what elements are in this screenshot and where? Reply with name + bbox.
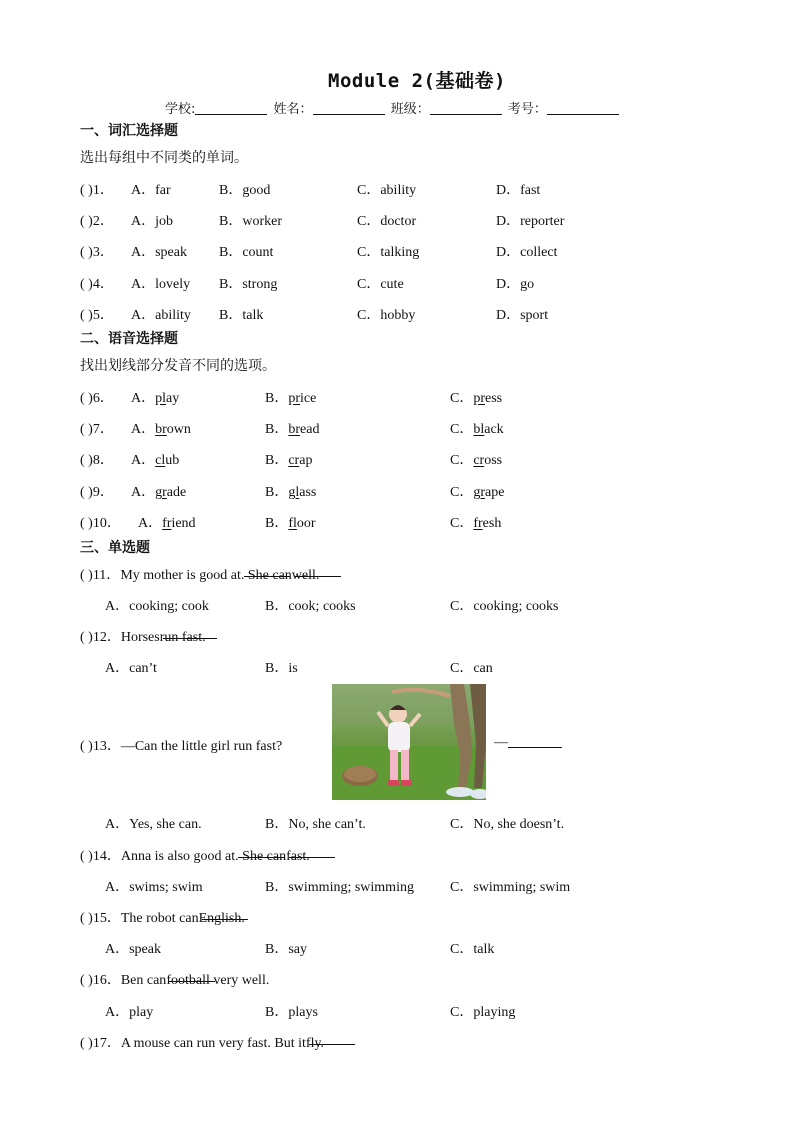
option-c[interactable]: C．No, she doesn’t. xyxy=(450,817,565,832)
student-info-line xyxy=(165,98,621,117)
girl-walking-photo xyxy=(332,684,486,800)
option-c[interactable]: C．talking xyxy=(357,245,420,260)
answer-blank[interactable] xyxy=(244,564,290,577)
stem-text: well. xyxy=(291,568,320,583)
option-c[interactable]: C．talk xyxy=(450,942,495,957)
question-number: ( )11． xyxy=(80,568,121,583)
question-13-options xyxy=(0,813,794,833)
word-rest: oss xyxy=(484,453,503,468)
question-12-options xyxy=(0,657,794,677)
question-number: ( )1． xyxy=(80,183,114,198)
word-rest: oor xyxy=(296,516,316,531)
question-15-stem xyxy=(80,907,245,927)
underlined-part: bl xyxy=(473,422,485,437)
option-b[interactable]: B．No, she can’t. xyxy=(265,817,366,832)
option-b[interactable]: B．is xyxy=(265,661,298,676)
answer-blank[interactable] xyxy=(309,1032,355,1045)
stem-text: —Can the little girl run fast? xyxy=(120,739,283,754)
stem-text: fast. xyxy=(286,849,310,864)
answer-blank[interactable] xyxy=(289,845,335,858)
question-13-stem xyxy=(80,735,282,755)
option-letter: B． xyxy=(265,422,289,437)
underlined-part: pr xyxy=(288,391,301,406)
stem-text: Ben can xyxy=(120,973,167,988)
underlined-part: pr xyxy=(473,391,486,406)
option-a[interactable]: A．lovely xyxy=(131,277,191,292)
option-letter: A． xyxy=(138,516,163,531)
stem-text: The robot can xyxy=(120,911,199,926)
option-b[interactable]: B．talk xyxy=(219,308,264,323)
option-a[interactable] xyxy=(131,481,186,501)
class-blank[interactable] xyxy=(430,102,502,115)
option-a[interactable]: A．far xyxy=(131,183,171,198)
option-c[interactable]: C．cooking; cooks xyxy=(450,599,559,614)
stem-text: English. xyxy=(198,911,245,926)
word-rest: ead xyxy=(300,422,320,437)
stem-text: football very well. xyxy=(166,973,270,988)
option-b[interactable] xyxy=(265,512,316,532)
word-rest: iend xyxy=(171,516,196,531)
word-rest: own xyxy=(166,422,191,437)
option-b[interactable] xyxy=(265,449,312,469)
option-letter: B． xyxy=(265,516,289,531)
question-5 xyxy=(0,304,794,324)
word-rest: ade xyxy=(166,485,187,500)
option-a[interactable] xyxy=(138,512,196,532)
option-a[interactable]: A．cooking; cook xyxy=(105,599,209,614)
question-number: ( )6． xyxy=(80,391,114,406)
option-b[interactable]: B．good xyxy=(219,183,271,198)
word-rest: ack xyxy=(484,422,504,437)
option-letter: C． xyxy=(450,485,474,500)
question-number: ( )3． xyxy=(80,245,114,260)
option-a[interactable]: A．swims; swim xyxy=(105,880,203,895)
number-label: 考号： xyxy=(507,102,547,117)
question-16-stem xyxy=(80,969,269,989)
question-15-options xyxy=(0,938,794,958)
option-c[interactable] xyxy=(450,418,504,438)
question-number: ( )17． xyxy=(80,1036,121,1051)
question-10 xyxy=(0,512,794,532)
option-letter: A． xyxy=(131,391,156,406)
option-a[interactable]: A．play xyxy=(105,1005,154,1020)
option-letter: C． xyxy=(450,516,474,531)
option-c[interactable] xyxy=(450,449,502,469)
name-label: 姓名： xyxy=(273,102,313,117)
option-letter: B． xyxy=(265,391,289,406)
underlined-part: gr xyxy=(473,485,486,500)
question-number: ( )13． xyxy=(80,739,121,754)
underlined-part: cl xyxy=(155,453,166,468)
option-letter: A． xyxy=(131,485,156,500)
section2-heading: 二、语音选择题 xyxy=(80,331,178,347)
school-label: 学校: xyxy=(165,102,196,117)
question-number: ( )9． xyxy=(80,485,114,500)
word-rest: ay xyxy=(166,391,180,406)
question-3 xyxy=(0,241,794,261)
option-b[interactable]: B．swimming; swimming xyxy=(265,880,414,895)
stem-text: . She can xyxy=(235,849,287,864)
option-d[interactable]: D．go xyxy=(496,277,535,292)
word-rest: ape xyxy=(485,485,505,500)
word-rest: ass xyxy=(299,485,317,500)
option-a[interactable]: A．can’t xyxy=(105,661,157,676)
underlined-part: cr xyxy=(473,453,485,468)
underlined-part: fr xyxy=(473,516,483,531)
page-title: Module 2(基础卷) xyxy=(328,70,506,92)
answer-blank[interactable] xyxy=(508,735,562,748)
option-c[interactable]: C．doctor xyxy=(357,214,417,229)
section1-heading: 一、词汇选择题 xyxy=(80,123,178,139)
option-a[interactable]: A．ability xyxy=(131,308,191,323)
section1-instruction: 选出每组中不同类的单词。 xyxy=(80,150,248,166)
photo-illustration xyxy=(332,684,486,800)
question-1 xyxy=(0,179,794,199)
underlined-part: br xyxy=(288,422,301,437)
option-c[interactable] xyxy=(450,387,502,407)
option-c[interactable]: C．can xyxy=(450,661,493,676)
option-letter: A． xyxy=(131,453,156,468)
question-7 xyxy=(0,418,794,438)
question-number: ( )5． xyxy=(80,308,114,323)
stem-text: run fast. xyxy=(159,630,206,645)
option-d[interactable]: D．reporter xyxy=(496,214,565,229)
question-11-options xyxy=(0,595,794,615)
question-12-stem xyxy=(80,626,206,646)
question-number: ( )15． xyxy=(80,911,121,926)
option-a[interactable]: A．speak xyxy=(105,942,161,957)
question-4 xyxy=(0,273,794,293)
option-letter: B． xyxy=(265,453,289,468)
word-rest: ess xyxy=(485,391,503,406)
option-b[interactable]: B．cook; cooks xyxy=(265,599,356,614)
section3-heading: 三、单选题 xyxy=(80,540,150,556)
stem-text: Anna is also good at xyxy=(120,849,236,864)
option-c[interactable] xyxy=(450,512,501,532)
question-14-stem xyxy=(80,845,310,865)
answer-blank[interactable] xyxy=(163,626,217,639)
question-number: ( )8． xyxy=(80,453,114,468)
option-b[interactable]: B．count xyxy=(219,245,274,260)
underlined-part: gr xyxy=(155,485,167,500)
school-blank[interactable] xyxy=(195,102,267,115)
name-blank[interactable] xyxy=(313,102,385,115)
question-9 xyxy=(0,481,794,501)
option-letter: A． xyxy=(131,422,156,437)
option-a[interactable] xyxy=(131,449,179,469)
question-number: ( )4． xyxy=(80,277,114,292)
answer-blank[interactable] xyxy=(238,845,284,858)
underlined-part: pl xyxy=(155,391,167,406)
question-number: ( )16． xyxy=(80,973,121,988)
answer-blank[interactable] xyxy=(169,969,215,982)
stem-text: . She can xyxy=(240,568,292,583)
question-11-stem xyxy=(80,564,319,584)
option-a[interactable]: A．Yes, she can. xyxy=(105,817,202,832)
option-b[interactable] xyxy=(265,418,319,438)
option-letter: B． xyxy=(265,485,289,500)
word-rest: esh xyxy=(482,516,502,531)
question-8 xyxy=(0,449,794,469)
dash: — xyxy=(494,735,508,750)
number-blank[interactable] xyxy=(547,102,619,115)
answer-blank[interactable] xyxy=(202,907,248,920)
option-d[interactable]: D．collect xyxy=(496,245,558,260)
option-d[interactable]: D．sport xyxy=(496,308,549,323)
option-b[interactable] xyxy=(265,481,316,501)
option-a[interactable] xyxy=(131,418,191,438)
word-rest: ice xyxy=(300,391,317,406)
option-c[interactable]: C．playing xyxy=(450,1005,516,1020)
option-c[interactable]: C．hobby xyxy=(357,308,416,323)
option-a[interactable]: A．job xyxy=(131,214,173,229)
question-14-options xyxy=(0,876,794,896)
underlined-part: fr xyxy=(162,516,172,531)
question-number: ( )12． xyxy=(80,630,121,645)
option-a[interactable]: A．speak xyxy=(131,245,187,260)
option-c[interactable]: C．ability xyxy=(357,183,417,198)
underlined-part: gl xyxy=(288,485,300,500)
question-2 xyxy=(0,210,794,230)
question-16-options xyxy=(0,1001,794,1021)
option-c[interactable] xyxy=(450,481,504,501)
option-a[interactable] xyxy=(131,387,179,407)
stem-text: Horses xyxy=(120,630,160,645)
option-b[interactable]: B．strong xyxy=(219,277,278,292)
word-rest: ap xyxy=(299,453,313,468)
option-letter: C． xyxy=(450,453,474,468)
option-b[interactable]: B．plays xyxy=(265,1005,318,1020)
underlined-part: cr xyxy=(288,453,300,468)
question-13-answer xyxy=(494,735,508,755)
underlined-part: fl xyxy=(288,516,297,531)
question-number: ( )2． xyxy=(80,214,114,229)
option-d[interactable]: D．fast xyxy=(496,183,541,198)
question-number: ( )10． xyxy=(80,516,121,531)
question-number: ( )14． xyxy=(80,849,121,864)
section2-instruction: 找出划线部分发音不同的选项。 xyxy=(80,358,276,374)
option-letter: C． xyxy=(450,391,474,406)
option-c[interactable]: C．cute xyxy=(357,277,404,292)
question-17-stem xyxy=(80,1032,324,1052)
word-rest: ub xyxy=(165,453,180,468)
option-c[interactable]: C．swimming; swim xyxy=(450,880,571,895)
answer-blank[interactable] xyxy=(295,564,341,577)
stem-text: A mouse can run very fast. But it xyxy=(120,1036,306,1051)
question-6 xyxy=(0,387,794,407)
option-b[interactable] xyxy=(265,387,316,407)
underlined-part: br xyxy=(155,422,167,437)
class-label: 班级： xyxy=(390,102,430,117)
option-letter: C． xyxy=(450,422,474,437)
stem-text: fly. xyxy=(305,1036,325,1051)
option-b[interactable]: B．say xyxy=(265,942,307,957)
option-b[interactable]: B．worker xyxy=(219,214,282,229)
question-number: ( )7． xyxy=(80,422,114,437)
stem-text: My mother is good at xyxy=(120,568,241,583)
